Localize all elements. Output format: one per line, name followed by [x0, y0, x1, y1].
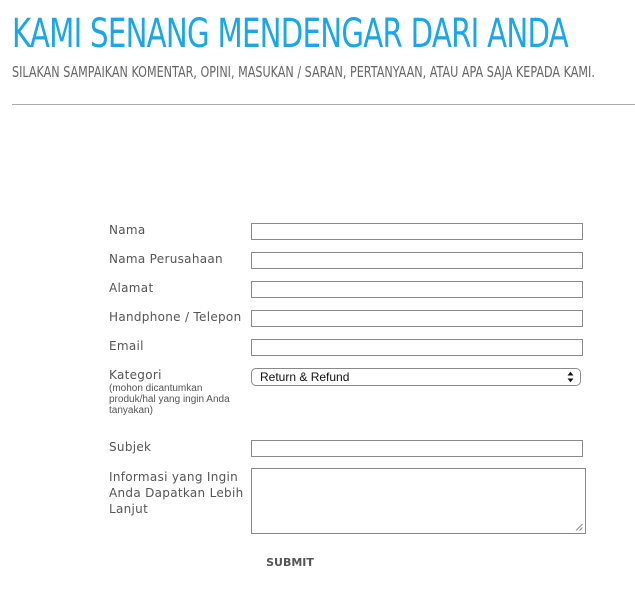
informasi-label: Informasi yang Ingin Anda Dapatkan Lebih Lanjut: [109, 470, 244, 516]
kategori-label: Kategori: [109, 368, 162, 382]
alamat-label: Alamat: [109, 281, 154, 295]
nama-perusahaan-label: Nama Perusahaan: [109, 252, 223, 266]
kategori-select[interactable]: [251, 368, 581, 386]
subjek-label: Subjek: [109, 440, 152, 454]
email-label: Email: [109, 339, 144, 353]
page-title: KAMI SENANG MENDENGAR DARI ANDA: [12, 11, 568, 57]
resize-grip-icon[interactable]: [575, 523, 583, 531]
submit-button[interactable]: SUBMIT: [262, 554, 318, 572]
nama-perusahaan-input[interactable]: [251, 252, 583, 269]
page-subtitle: SILAKAN SAMPAIKAN KOMENTAR, OPINI, MASUKAN / SARAN, PERTANYAAN, ATAU APA SAJA KEPADA KAMI.: [12, 63, 595, 81]
informasi-textarea[interactable]: [251, 468, 586, 534]
alamat-input[interactable]: [251, 281, 583, 298]
subjek-input[interactable]: [251, 440, 583, 457]
email-input[interactable]: [251, 339, 583, 356]
nama-label: Nama: [109, 223, 146, 237]
kategori-selected-value: Return & Refund: [260, 370, 350, 384]
nama-input[interactable]: [251, 223, 583, 240]
telepon-label: Handphone / Telepon: [109, 310, 242, 324]
kategori-hint: (mohon dicantumkan produk/hal yang ingin Anda tanyakan): [109, 383, 230, 416]
telepon-input[interactable]: [251, 310, 583, 327]
select-arrows-icon: [567, 371, 574, 383]
header-divider: [12, 104, 635, 105]
